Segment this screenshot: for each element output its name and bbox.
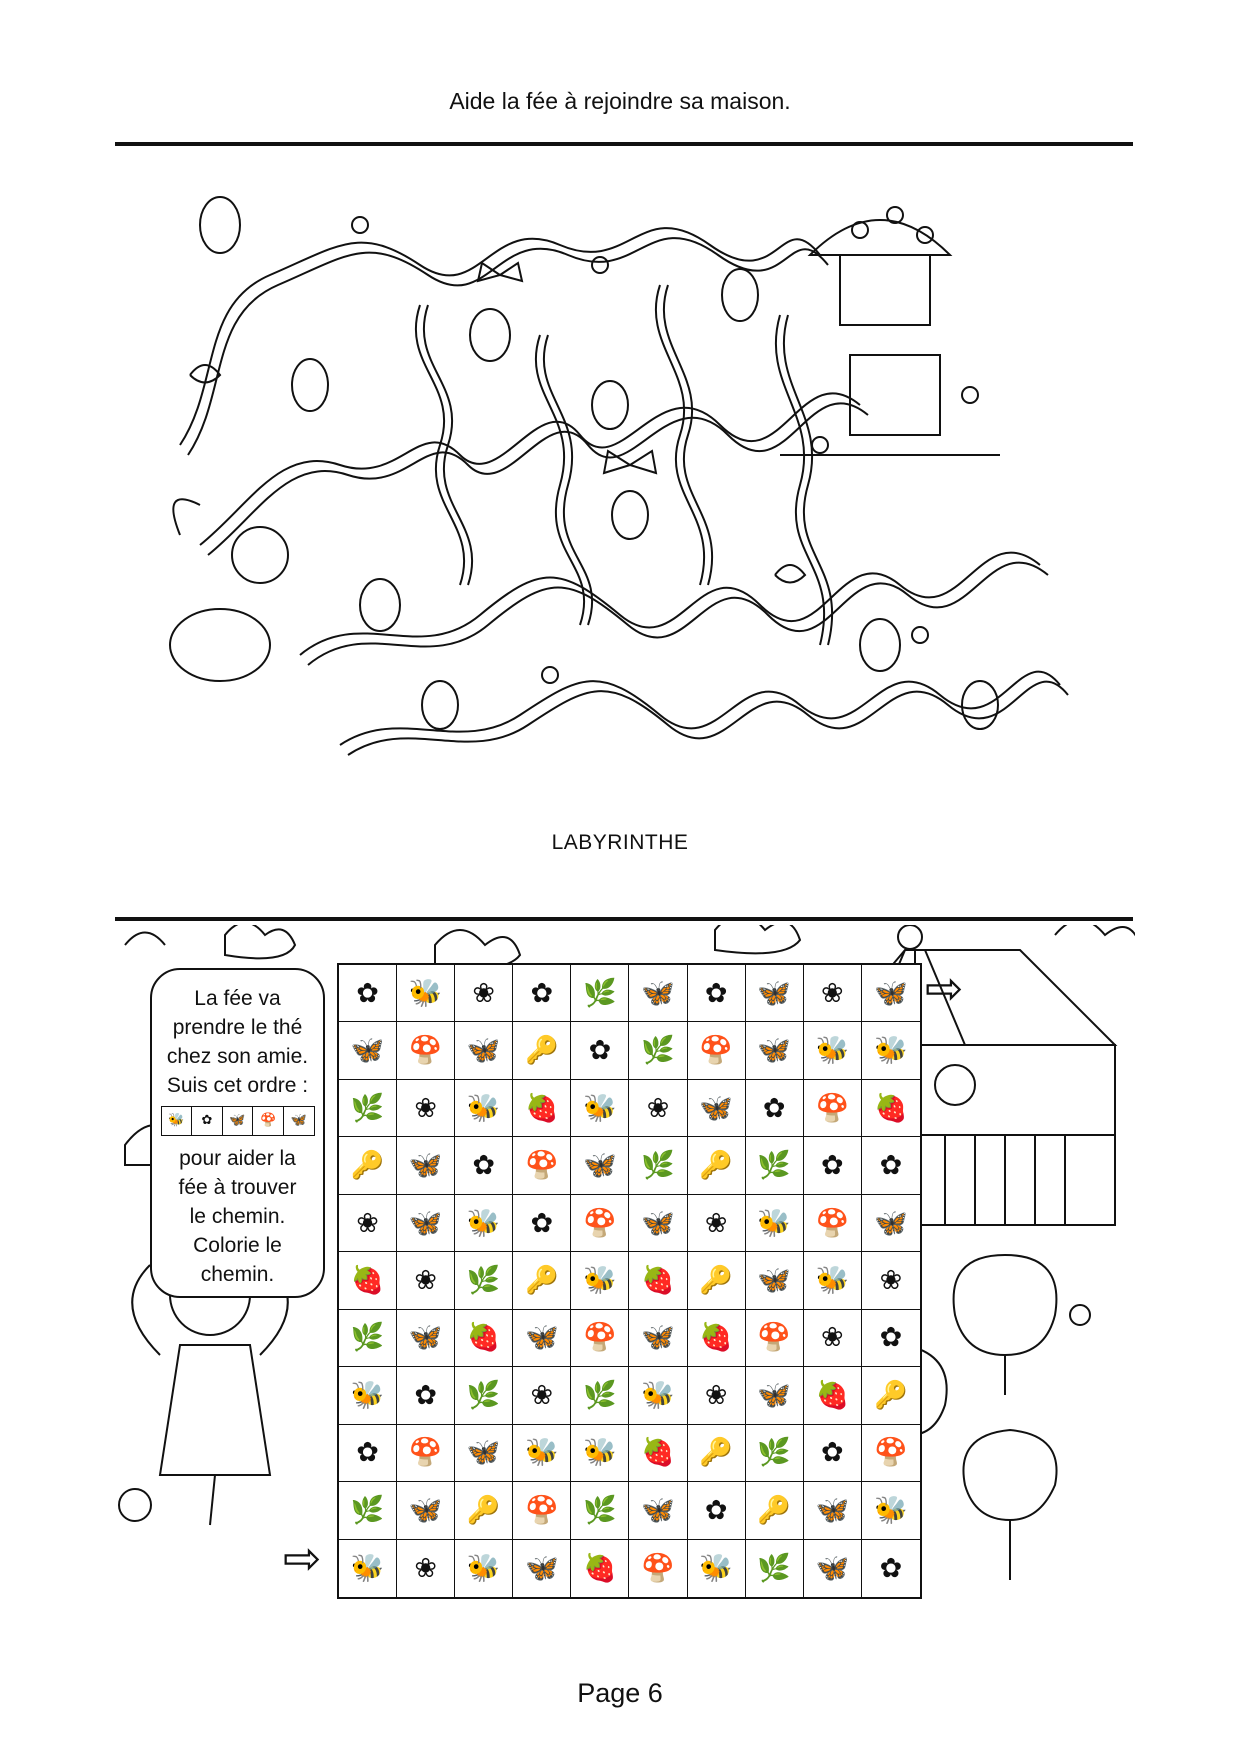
grid-cell[interactable]: 🦋: [397, 1137, 455, 1194]
grid-cell[interactable]: ❀: [455, 965, 513, 1022]
grid-cell[interactable]: 🐝: [804, 1252, 862, 1309]
grid-cell[interactable]: 🍄: [629, 1540, 687, 1597]
grid-cell[interactable]: 🐝: [688, 1540, 746, 1597]
grid-cell[interactable]: 🔑: [513, 1252, 571, 1309]
grid-cell[interactable]: ✿: [862, 1310, 920, 1367]
grid-cell[interactable]: ❀: [804, 965, 862, 1022]
grid-cell[interactable]: 🦋: [804, 1540, 862, 1597]
butterfly-icon: 🦋: [290, 1112, 307, 1127]
divider-middle: [115, 917, 1133, 921]
grid-cell[interactable]: 🍓: [629, 1252, 687, 1309]
grid-cell[interactable]: ❀: [397, 1540, 455, 1597]
instruction-bubble: [150, 968, 325, 1298]
grid-cell[interactable]: 🍄: [804, 1080, 862, 1137]
grid-cell[interactable]: 🦋: [862, 965, 920, 1022]
grid-cell[interactable]: 🦋: [339, 1022, 397, 1079]
grid-cell[interactable]: 🍓: [571, 1540, 629, 1597]
grid-cell[interactable]: ✿: [513, 965, 571, 1022]
grid-cell[interactable]: ❀: [862, 1252, 920, 1309]
grid-cell[interactable]: 🦋: [688, 1080, 746, 1137]
grid-cell[interactable]: 🔑: [513, 1022, 571, 1079]
grid-cell[interactable]: 🍓: [455, 1310, 513, 1367]
grid-cell[interactable]: 🍓: [688, 1310, 746, 1367]
fairy-vine-maze: [160, 185, 1090, 775]
grid-cell[interactable]: 🌿: [455, 1367, 513, 1424]
grid-cell[interactable]: ✿: [804, 1137, 862, 1194]
grid-cell[interactable]: 🦋: [746, 1022, 804, 1079]
instruction-title: Aide la fée à rejoindre sa maison.: [449, 88, 791, 114]
grid-cell[interactable]: 🦋: [746, 965, 804, 1022]
grid-cell[interactable]: 🌿: [629, 1022, 687, 1079]
grid-cell[interactable]: 🔑: [455, 1482, 513, 1539]
grid-cell[interactable]: 🍓: [339, 1252, 397, 1309]
grid-cell[interactable]: 🍄: [571, 1310, 629, 1367]
grid-cell[interactable]: 🌿: [571, 1482, 629, 1539]
grid-cell[interactable]: ❀: [804, 1310, 862, 1367]
bubble-line: chez son amie.: [166, 1045, 309, 1068]
grid-cell[interactable]: 🍄: [804, 1195, 862, 1252]
grid-cell[interactable]: 🦋: [455, 1022, 513, 1079]
grid-cell[interactable]: ✿: [571, 1022, 629, 1079]
grid-cell[interactable]: 🌿: [746, 1425, 804, 1482]
grid-cell[interactable]: 🍄: [688, 1022, 746, 1079]
bubble-line: pour aider la: [179, 1147, 296, 1170]
grid-cell[interactable]: ❀: [513, 1367, 571, 1424]
grid-cell[interactable]: 🐝: [397, 965, 455, 1022]
mushroom-icon: 🍄: [253, 1107, 284, 1135]
grid-cell[interactable]: 🐝: [862, 1482, 920, 1539]
grid-cell[interactable]: 🍄: [862, 1425, 920, 1482]
bubble-line: La fée va: [194, 987, 281, 1010]
grid-cell[interactable]: ❀: [397, 1252, 455, 1309]
grid-cell[interactable]: ✿: [879, 1552, 903, 1584]
start-arrow-icon: ⇨: [283, 1531, 322, 1585]
page-number: Page 6: [577, 1678, 663, 1708]
grid-cell[interactable]: 🔑: [339, 1137, 397, 1194]
grid-cell[interactable]: 🦋: [629, 1482, 687, 1539]
grid-cell[interactable]: 🐝: [862, 1022, 920, 1079]
grid-cell[interactable]: 🐝: [455, 1540, 513, 1597]
grid-cell[interactable]: 🦋: [804, 1482, 862, 1539]
grid-cell[interactable]: 🔑: [746, 1482, 804, 1539]
grid-cell[interactable]: 🍄: [746, 1310, 804, 1367]
grid-cell[interactable]: ✿: [688, 1482, 746, 1539]
grid-cell[interactable]: 🌿: [746, 1137, 804, 1194]
grid-cell[interactable]: ✿: [339, 1425, 397, 1482]
sequence-strip: [161, 1106, 315, 1136]
grid-cell[interactable]: 🔑: [862, 1367, 920, 1424]
grid-cell[interactable]: 🦋: [629, 1195, 687, 1252]
grid-cell[interactable]: 🔑: [688, 1137, 746, 1194]
grid-cell[interactable]: 🐝: [339, 1540, 397, 1597]
grid-cell[interactable]: 🍄: [397, 1425, 455, 1482]
grid-cell[interactable]: ✿: [688, 965, 746, 1022]
grid-cell[interactable]: 🍄: [513, 1137, 571, 1194]
grid-cell[interactable]: 🌿: [339, 1310, 397, 1367]
grid-cell[interactable]: 🍓: [513, 1080, 571, 1137]
bubble-line: le chemin.: [189, 1205, 286, 1228]
bubble-line: chemin.: [200, 1263, 275, 1286]
grid-cell[interactable]: ❀: [397, 1080, 455, 1137]
grid-cell[interactable]: 🐝: [804, 1022, 862, 1079]
grid-cell[interactable]: 🦋: [746, 1367, 804, 1424]
grid-cell[interactable]: 🦋: [513, 1540, 571, 1597]
grid-cell[interactable]: 🦋: [397, 1195, 455, 1252]
divider-top: [115, 142, 1133, 146]
grid-cell[interactable]: 🐝: [571, 1080, 629, 1137]
grid-cell[interactable]: ❀: [339, 1195, 397, 1252]
grid-cell[interactable]: 🍓: [804, 1367, 862, 1424]
end-arrow-icon: ⇨: [925, 961, 964, 1015]
section-title: LABYRINTHE: [551, 831, 689, 854]
grid-cell[interactable]: 🌿: [746, 1540, 804, 1597]
grid-cell[interactable]: 🐝: [571, 1252, 629, 1309]
grid-cell[interactable]: 🦋: [571, 1137, 629, 1194]
grid-cell[interactable]: ✿: [862, 1137, 920, 1194]
grid-cell[interactable]: 🍄: [397, 1022, 455, 1079]
grid-cell[interactable]: 🌿: [629, 1137, 687, 1194]
grid-cell[interactable]: ✿: [746, 1080, 804, 1137]
bubble-line: prendre le thé: [172, 1016, 303, 1039]
grid-cell[interactable]: ❀: [688, 1195, 746, 1252]
grid-cell[interactable]: ✿: [513, 1195, 571, 1252]
grid-cell[interactable]: 🦋: [746, 1252, 804, 1309]
grid-cell[interactable]: 🦋: [629, 965, 687, 1022]
grid-cell[interactable]: 🐝: [339, 1367, 397, 1424]
grid-cell[interactable]: 🦋: [397, 1482, 455, 1539]
bubble-line: Suis cet ordre :: [166, 1074, 309, 1097]
grid-cell[interactable]: 🦋: [513, 1310, 571, 1367]
grid-cell[interactable]: 🐝: [746, 1195, 804, 1252]
grid-cell[interactable]: 🐝: [571, 1425, 629, 1482]
grid-cell[interactable]: 🦋: [862, 1195, 920, 1252]
grid-cell[interactable]: 🦋: [455, 1425, 513, 1482]
grid-cell[interactable]: 🍓: [862, 1080, 920, 1137]
bubble-line: Colorie le: [193, 1234, 282, 1257]
grid-cell[interactable]: ✿: [397, 1367, 455, 1424]
bee-icon: 🐝: [162, 1107, 193, 1135]
symbol-maze-grid: [337, 963, 922, 1599]
grid-cell[interactable]: ❀: [688, 1367, 746, 1424]
grid-cells: [339, 965, 920, 1597]
grid-cell[interactable]: 🐝: [513, 1425, 571, 1482]
grid-cell[interactable]: 🔑: [688, 1425, 746, 1482]
grid-cell[interactable]: 🐝: [455, 1080, 513, 1137]
grid-cell[interactable]: ✿: [455, 1137, 513, 1194]
grid-cell[interactable]: 🌿: [339, 1482, 397, 1539]
flower-icon: ✿: [192, 1107, 223, 1135]
grid-cell[interactable]: 🐝: [455, 1195, 513, 1252]
grid-cell[interactable]: 🐝: [629, 1367, 687, 1424]
grid-cell[interactable]: 🍄: [513, 1482, 571, 1539]
grid-cell[interactable]: 🌿: [571, 965, 629, 1022]
grid-cell[interactable]: 🍓: [629, 1425, 687, 1482]
grid-cell[interactable]: 🌿: [339, 1080, 397, 1137]
grid-cell[interactable]: 🌿: [455, 1252, 513, 1309]
bubble-line: fée à trouver: [178, 1176, 297, 1199]
grid-cell[interactable]: ✿: [804, 1425, 862, 1482]
grid-cell[interactable]: 🔑: [688, 1252, 746, 1309]
grid-cell[interactable]: ✿: [339, 965, 397, 1022]
grid-cell[interactable]: ❀: [629, 1080, 687, 1137]
butterfly-icon: 🦋: [223, 1107, 254, 1135]
grid-cell[interactable]: 🌿: [571, 1367, 629, 1424]
grid-cell[interactable]: 🦋: [397, 1310, 455, 1367]
grid-cell[interactable]: 🦋: [629, 1310, 687, 1367]
grid-cell[interactable]: 🍄: [571, 1195, 629, 1252]
